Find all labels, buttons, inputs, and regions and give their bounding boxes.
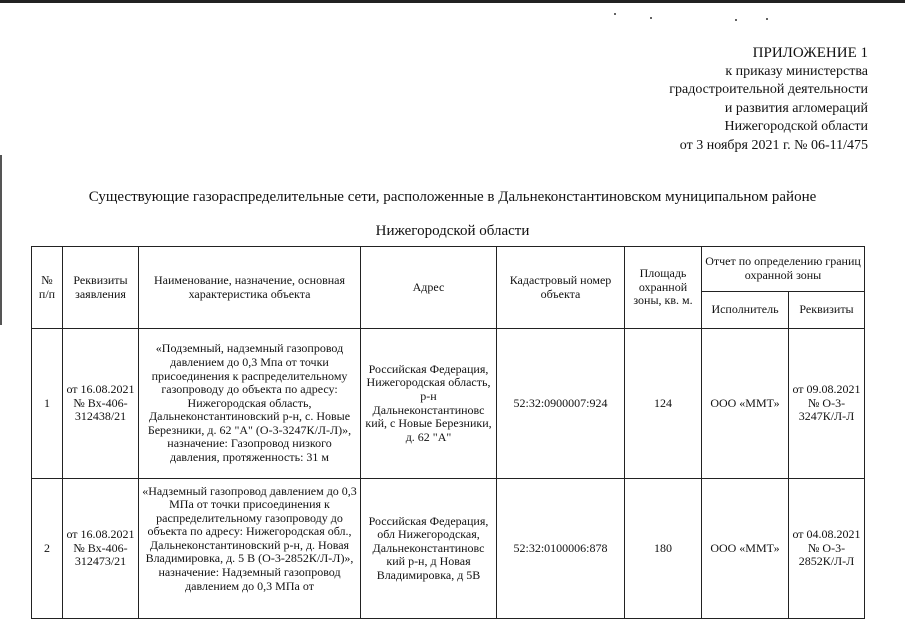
scan-speck — [735, 19, 737, 21]
cell-area: 180 — [625, 479, 702, 619]
appendix-title: ПРИЛОЖЕНИЕ 1 — [752, 45, 868, 61]
gas-networks-table — [31, 246, 865, 619]
header-cadastral: Кадастровый номер объекта — [497, 247, 625, 329]
appendix-line: градостроительной деятельности — [669, 82, 868, 98]
cell-name — [139, 479, 361, 619]
cell-address: Российская Федерация, Нижегородская область, р-н Дальнеконстантиновс кий, с Новые Березники, д. 62 "А" — [361, 329, 497, 479]
header-executor: Исполнитель — [702, 292, 789, 329]
appendix-line: и развития агломераций — [724, 100, 868, 116]
cell-area: 124 — [625, 329, 702, 479]
document-title — [0, 180, 905, 248]
appendix-line: к приказу министерства — [725, 63, 868, 79]
cell-cadastral: 52:32:0900007:924 — [497, 329, 625, 479]
table-header-row — [32, 247, 865, 292]
appendix-block — [538, 44, 868, 156]
header-address: Адрес — [361, 247, 497, 329]
cell-requisites: от 16.08.2021 № Вх-406-312438/21 — [63, 329, 139, 479]
table-row — [32, 479, 865, 619]
document-title-line-2: Нижегородской области — [375, 223, 530, 239]
cell-name — [139, 329, 361, 479]
document-title-line-1: Существующие газораспределительные сети, расположенные в Дальнеконстантиновском муниципальном районе — [88, 189, 817, 205]
cell-report-requisites: от 09.08.2021 № О-3-3247К/Л-Л — [789, 329, 865, 479]
cell-cadastral: 52:32:0100006:878 — [497, 479, 625, 619]
cell-num: 1 — [32, 329, 63, 479]
header-name: Наименование, назначение, основная характеристика объекта — [139, 247, 361, 329]
cell-num: 2 — [32, 479, 63, 619]
header-requisites: Реквизиты заявления — [63, 247, 139, 329]
scan-speck — [766, 18, 768, 20]
cell-name-text — [142, 333, 357, 475]
appendix-line: от 3 ноября 2021 г. № 06-11/475 — [679, 137, 868, 153]
scan-speck — [650, 17, 652, 19]
cell-name-value: «Надземный газопровод давлением до 0,3 МПа от точки присоединения к распределительному газопроводу до объекта по адресу: Нижегородская обл., Дальнеконстантиновский р-н, д. Новая Владимировка, д. 5 В (О-3-2852К/Л-Л)», назначение: Надземный газопровод давлением до 0,3 МПа от — [142, 484, 357, 593]
cell-name-value: «Подземный, надземный газопровод давлением до 0,3 Мпа от точки присоединения к распределительному газопроводу до объекта по адресу: Нижегородская область, Дальнеконстантиновский р-н, с. Новые Березники, д. 62 "А" (О-3-3247К/Л-Л)», назначение: Газопровод низкого давления, протяженность: 31 м — [147, 341, 352, 465]
header-report: Отчет по определению границ охранной зоны — [702, 247, 865, 292]
cell-report-requisites: от 04.08.2021 № О-3-2852К/Л-Л — [789, 479, 865, 619]
header-area: Площадь охранной зоны, кв. м. — [625, 247, 702, 329]
scan-top-border — [0, 0, 905, 3]
table-row — [32, 329, 865, 479]
appendix-line: Нижегородской области — [724, 119, 868, 135]
header-num: № п/п — [32, 247, 63, 329]
cell-address: Российская Федерация, обл Нижегородская, Дальнеконстантиновс кий р-н, д Новая Владимировка, д 5В — [361, 479, 497, 619]
cell-executor: ООО «ММТ» — [702, 479, 789, 619]
scan-speck — [614, 13, 616, 15]
cell-requisites: от 16.08.2021 № Вх-406-312473/21 — [63, 479, 139, 619]
header-report-requisites: Реквизиты — [789, 292, 865, 329]
cell-executor: ООО «ММТ» — [702, 329, 789, 479]
cell-name-text — [142, 485, 357, 613]
